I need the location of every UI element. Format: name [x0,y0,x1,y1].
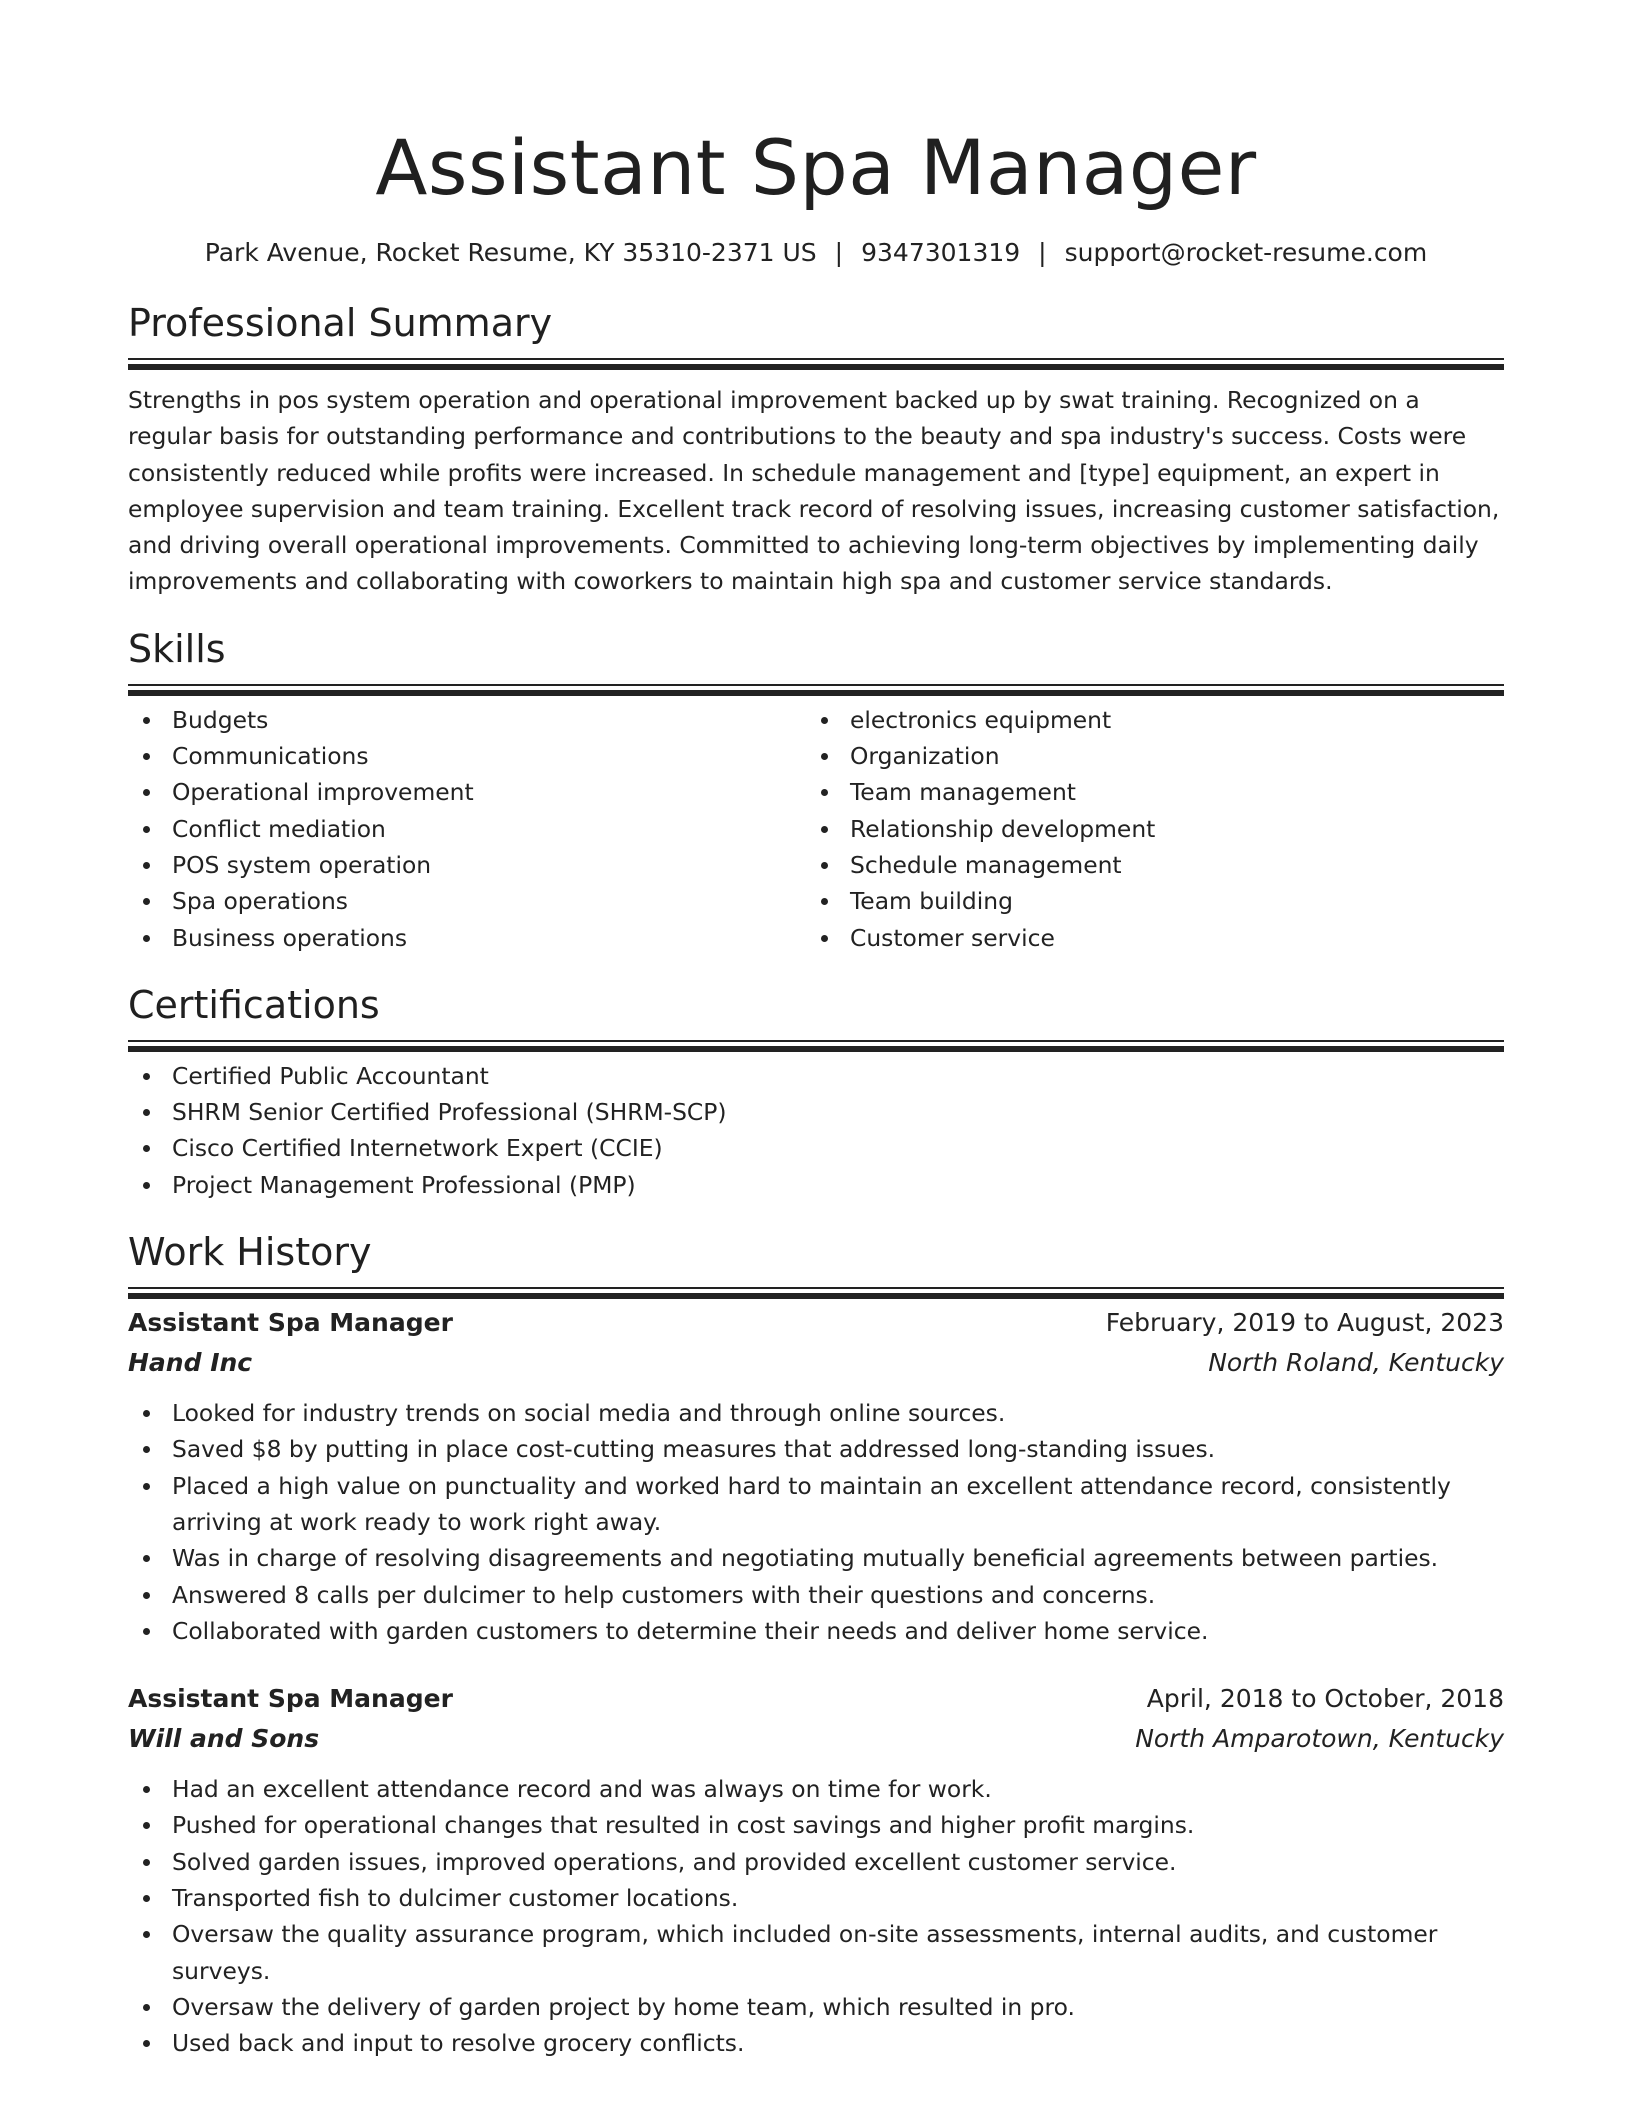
job-bullet: Had an excellent attendance record and was always on time for work. [128,1771,1504,1807]
job-location: North Amparotown, Kentucky [1135,1724,1504,1754]
job-bullet: Looked for industry trends on social media and through online sources. [128,1395,1504,1431]
certification-item: Cisco Certified Internetwork Expert (CCIE) [128,1130,1504,1166]
skill-item: POS system operation [128,847,806,883]
contact-phone: 9347301319 [861,238,1021,267]
skill-item: Conflict mediation [128,811,806,847]
skills-column-left [128,702,806,956]
certifications-section [128,982,1504,1203]
section-title-certifications: Certifications [128,982,380,1027]
job-bullet: Transported fish to dulcimer customer locations. [128,1880,1504,1916]
job-dates: April, 2018 to October, 2018 [1146,1684,1504,1714]
skills-column-right [806,702,1484,956]
skill-item: Customer service [806,920,1484,956]
skill-item: Schedule management [806,847,1484,883]
contact-address: Park Avenue, Rocket Resume, KY 35310-2371 US [204,238,817,267]
summary-section [128,300,1504,600]
job-bullet: Saved $8 by putting in place cost-cutting measures that addressed long-standing issues. [128,1431,1504,1467]
certification-item: SHRM Senior Certified Professional (SHRM-SCP) [128,1094,1504,1130]
skill-item: Team building [806,883,1484,919]
contact-separator: | [834,238,844,267]
job-subheader [128,1719,1504,1759]
job-header [128,1679,1504,1719]
skill-item: Business operations [128,920,806,956]
job-dates: February, 2019 to August, 2023 [1105,1308,1504,1338]
job-bullet: Was in charge of resolving disagreements and negotiating mutually beneficial agreements between parties. [128,1540,1504,1576]
contact-line [128,238,1504,268]
skill-item: Spa operations [128,883,806,919]
job-bullet: Oversaw the quality assurance program, which included on-site assessments, internal audits, and customer surveys. [128,1916,1504,1989]
skill-item: Operational improvement [128,774,806,810]
skill-item: Budgets [128,702,806,738]
skill-item: electronics equipment [806,702,1484,738]
job-bullet: Collaborated with garden customers to determine their needs and deliver home service. [128,1613,1504,1649]
skill-item: Communications [128,738,806,774]
section-rule [128,1287,1504,1289]
certification-item: Certified Public Accountant [128,1058,1504,1094]
section-title-summary: Professional Summary [128,301,553,345]
skills-grid [128,702,1504,956]
job-bullet: Oversaw the delivery of garden project by home team, which resulted in pro. [128,1989,1504,2025]
section-rule [128,358,1504,360]
job-entry [128,1303,1504,1649]
job-bullet: Placed a high value on punctuality and worked hard to maintain an excellent attendance record, consistently arriving at work ready to work right away. [128,1468,1504,1541]
job-title: Assistant Spa Manager [128,1684,453,1714]
skills-section [128,626,1504,956]
section-title-work-history: Work History [128,1230,372,1275]
job-company: Will and Sons [128,1724,320,1754]
skill-item: Team management [806,774,1484,810]
section-rule [128,684,1504,686]
work-history-section [128,1229,1504,2061]
summary-text: Strengths in pos system operation and operational improvement backed up by swat training. Recognized on a regular basis for outstanding performance and contributions to the beauty and spa industry's success. Costs were consistently reduced while profits were increased. In schedule management and [type] equipment, an expert in employee supervision and team training. Excellent track record of resolving issues, increasing customer satisfaction, and driving overall operational improvements. Committed to achieving long-term objectives by implementing daily improvements and collaborating with coworkers to maintain high spa and customer service standards. [128,386,1500,596]
job-header [128,1303,1504,1343]
job-company: Hand Inc [128,1348,253,1378]
job-location: North Roland, Kentucky [1208,1348,1504,1378]
job-bullet: Answered 8 calls per dulcimer to help customers with their questions and concerns. [128,1577,1504,1613]
job-bullet: Solved garden issues, improved operations, and provided excellent customer service. [128,1844,1504,1880]
job-bullet: Used back and input to resolve grocery conflicts. [128,2025,1504,2061]
job-title: Assistant Spa Manager [128,1308,453,1338]
resume-name: Assistant Spa Manager [375,123,1257,212]
skill-item: Relationship development [806,811,1484,847]
contact-email: support@rocket-resume.com [1064,238,1428,267]
job-entry [128,1679,1504,2061]
certification-item: Project Management Professional (PMP) [128,1167,1504,1203]
contact-separator: | [1038,238,1047,267]
skill-item: Organization [806,738,1484,774]
job-subheader [128,1343,1504,1383]
section-title-skills: Skills [128,626,226,671]
job-bullet: Pushed for operational changes that resulted in cost savings and higher profit margins. [128,1807,1504,1843]
section-rule [128,1040,1504,1042]
resume-page [128,0,1504,2062]
